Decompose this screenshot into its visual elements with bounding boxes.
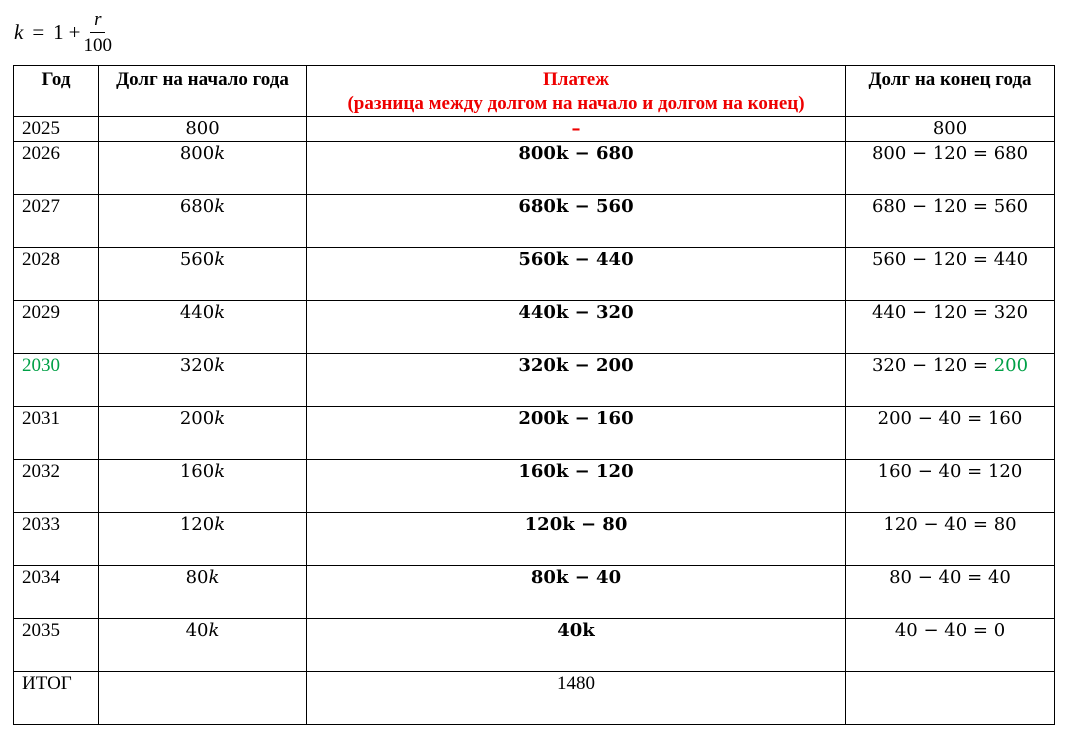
start-debt-cell <box>99 142 307 195</box>
end-debt-cell: 680 − 120 = 560 <box>846 195 1055 248</box>
year-cell: 2027 <box>14 195 99 248</box>
k-symbol: k <box>214 355 226 376</box>
payment-cell: 320k − 200 <box>307 354 846 407</box>
end-debt-cell: 40 − 40 = 0 <box>846 619 1055 672</box>
end-debt-expression: 320 − 120 = <box>871 355 994 376</box>
table-row <box>14 117 1055 142</box>
end-debt-cell: 200 − 40 = 160 <box>846 407 1055 460</box>
end-debt-cell: 120 − 40 = 80 <box>846 513 1055 566</box>
table-row <box>14 513 1055 566</box>
start-debt-value: 120 <box>179 514 215 535</box>
start-debt-cell <box>99 195 307 248</box>
start-debt-value: 320 <box>179 355 215 376</box>
start-debt-value: 560 <box>179 249 215 270</box>
k-symbol: k <box>214 461 226 482</box>
end-debt-cell: 800 <box>846 117 1055 142</box>
payment-cell: 120k − 80 <box>307 513 846 566</box>
start-debt-value: 80 <box>185 567 209 588</box>
end-debt-cell: 80 − 40 = 40 <box>846 566 1055 619</box>
k-symbol: k <box>214 249 226 270</box>
formula-fraction <box>84 10 113 55</box>
year-cell: 2035 <box>14 619 99 672</box>
year-cell: 2032 <box>14 460 99 513</box>
formula-denominator: 100 <box>83 34 113 56</box>
start-debt-value: 680 <box>179 196 215 217</box>
formula-one: 1 <box>53 19 64 44</box>
rows-body <box>14 142 1055 672</box>
formula <box>14 7 112 57</box>
total-value: 1480 <box>307 672 846 725</box>
start-debt-value: 440 <box>179 302 215 323</box>
total-label: ИТОГ <box>14 672 99 725</box>
start-debt-cell <box>99 513 307 566</box>
header-start-debt: Долг на начало года <box>99 66 307 117</box>
table-row <box>14 354 1055 407</box>
year-cell: 2031 <box>14 407 99 460</box>
start-debt-value: 40 <box>185 620 209 641</box>
header-row <box>14 66 1055 117</box>
payment-cell: 200k − 160 <box>307 407 846 460</box>
header-payment-title: Платеж <box>543 69 609 90</box>
start-debt-value: 800 <box>179 143 215 164</box>
end-debt-cell <box>846 354 1055 407</box>
year-cell: 2025 <box>14 117 99 142</box>
payment-cell: 560k − 440 <box>307 248 846 301</box>
payment-cell: 440k − 320 <box>307 301 846 354</box>
debt-table <box>13 65 1055 725</box>
start-debt-value: 200 <box>179 408 215 429</box>
end-debt-cell: 560 − 120 = 440 <box>846 248 1055 301</box>
end-debt-cell: 800 − 120 = 680 <box>846 142 1055 195</box>
start-debt-cell <box>99 460 307 513</box>
table-row <box>14 407 1055 460</box>
table-row <box>14 460 1055 513</box>
start-debt-cell <box>99 407 307 460</box>
year-cell: 2034 <box>14 566 99 619</box>
k-symbol: k <box>208 567 220 588</box>
table-row <box>14 301 1055 354</box>
total-end-empty <box>846 672 1055 725</box>
payment-cell: 680k − 560 <box>307 195 846 248</box>
header-payment <box>307 66 846 117</box>
header-payment-note: (разница между долгом на начало и долгом на конец) <box>347 93 805 114</box>
year-cell: 2029 <box>14 301 99 354</box>
total-row <box>14 672 1055 725</box>
header-year: Год <box>14 66 99 117</box>
end-debt-cell: 440 − 120 = 320 <box>846 301 1055 354</box>
start-debt-cell <box>99 301 307 354</box>
formula-plus: + <box>68 19 81 44</box>
k-symbol: k <box>208 620 220 641</box>
payment-cell: 40k <box>307 619 846 672</box>
header-end-debt: Долг на конец года <box>846 66 1055 117</box>
total-start-empty <box>99 672 307 725</box>
year-cell: 2026 <box>14 142 99 195</box>
k-symbol: k <box>214 196 226 217</box>
table-row <box>14 248 1055 301</box>
year-cell: 2033 <box>14 513 99 566</box>
payment-cell: 160k − 120 <box>307 460 846 513</box>
formula-equals: = <box>32 19 45 44</box>
start-debt-cell <box>99 354 307 407</box>
table-row <box>14 142 1055 195</box>
start-debt-cell <box>99 248 307 301</box>
formula-numerator: r <box>90 10 105 33</box>
k-symbol: k <box>214 302 226 323</box>
table-row <box>14 619 1055 672</box>
payment-cell: 800k − 680 <box>307 142 846 195</box>
year-cell: 2030 <box>14 354 99 407</box>
k-symbol: k <box>214 514 226 535</box>
formula-lhs: k <box>14 19 24 44</box>
k-symbol: k <box>214 408 226 429</box>
end-debt-highlight: 200 <box>993 355 1029 376</box>
payment-cell: 80k − 40 <box>307 566 846 619</box>
payment-cell: – <box>307 117 846 142</box>
start-debt-cell <box>99 566 307 619</box>
start-debt-cell <box>99 619 307 672</box>
table-row <box>14 195 1055 248</box>
table-row <box>14 566 1055 619</box>
start-debt-value: 160 <box>179 461 215 482</box>
k-symbol: k <box>214 143 226 164</box>
end-debt-cell: 160 − 40 = 120 <box>846 460 1055 513</box>
year-cell: 2028 <box>14 248 99 301</box>
start-debt-cell: 800 <box>99 117 307 142</box>
